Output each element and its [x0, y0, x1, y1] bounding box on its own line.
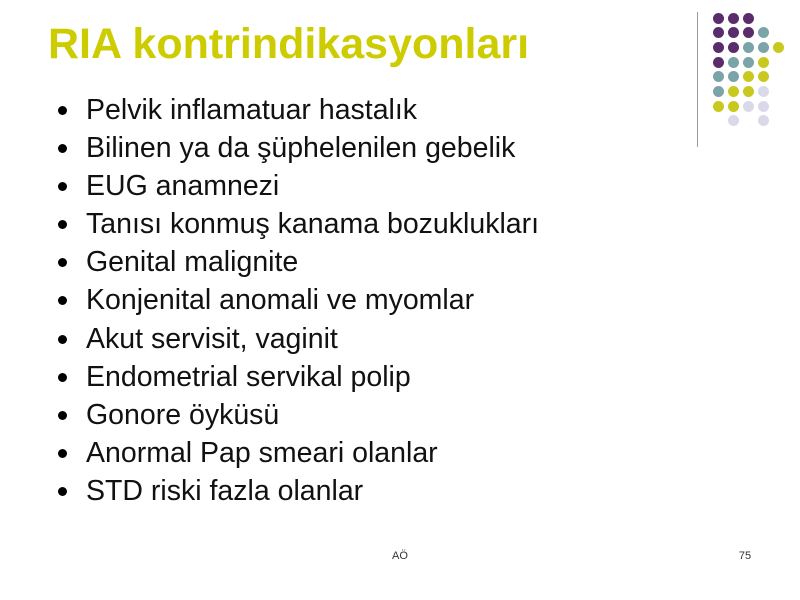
bullet-icon [58, 296, 67, 305]
bullet-text: Gonore öyküsü [86, 398, 280, 431]
bullet-text: Endometrial servikal polip [86, 360, 411, 393]
decor-dot-teal [728, 57, 739, 68]
footer-text: AÖ [392, 550, 408, 562]
decor-dot-purple [728, 27, 739, 38]
decor-dot-yellow [758, 57, 769, 68]
bullet-icon [58, 335, 67, 344]
decor-dot-yellow [773, 42, 784, 53]
decor-dot-teal [713, 86, 724, 97]
bullet-icon [58, 373, 67, 382]
decor-dot-yellow [728, 86, 739, 97]
bullet-text: Bilinen ya da şüphelenilen gebelik [86, 132, 516, 165]
bullet-icon [58, 144, 67, 153]
decor-dot-teal [758, 42, 769, 53]
bullet-text: Pelvik inflamatuar hastalık [86, 94, 418, 126]
bullet-icon [58, 258, 67, 267]
decor-dot-yellow [713, 101, 724, 112]
bullet-item [86, 91, 539, 129]
decor-dot-purple [728, 42, 739, 53]
bullet-item [86, 281, 539, 319]
decor-dot-lavender [743, 101, 754, 112]
decor-dot-purple [713, 27, 724, 38]
bullet-icon [58, 411, 67, 420]
decor-dot-purple [713, 57, 724, 68]
decor-dot-purple [743, 27, 754, 38]
bullet-text: Akut servisit, vaginit [86, 322, 338, 355]
decor-dot-lavender [758, 86, 769, 97]
decor-dot-teal [758, 27, 769, 38]
decor-dot-purple [728, 13, 739, 24]
bullet-item [86, 167, 539, 205]
decor-dot-teal [728, 71, 739, 82]
decorative-dot-grid [700, 0, 800, 140]
bullet-icon [58, 487, 67, 496]
bullet-text: Tanısı konmuş kanama bozuklukları [86, 208, 540, 241]
bullet-item [86, 243, 539, 281]
bullet-text: EUG anamnezi [86, 170, 280, 203]
decor-dot-yellow [743, 71, 754, 82]
bullet-text: STD riski fazla olanlar [86, 474, 364, 507]
bullet-text: Genital malignite [86, 246, 299, 279]
bullet-icon [58, 106, 67, 115]
bullet-icon [58, 449, 67, 458]
decor-dot-lavender [758, 101, 769, 112]
bullet-item [86, 205, 539, 243]
decor-dot-purple [713, 42, 724, 53]
decorative-vertical-divider [697, 12, 698, 147]
decor-dot-lavender [758, 115, 769, 126]
bullet-item [86, 396, 539, 434]
bullet-text: Konjenital anomali ve myomlar [86, 284, 475, 317]
bullet-list [86, 91, 539, 510]
decor-dot-teal [743, 42, 754, 53]
bullet-item [86, 472, 539, 510]
bullet-text: Anormal Pap smeari olanlar [86, 436, 438, 469]
decor-dot-yellow [758, 71, 769, 82]
decor-dot-purple [713, 13, 724, 24]
decor-dot-teal [743, 57, 754, 68]
bullet-item [86, 320, 539, 358]
decor-dot-teal [713, 71, 724, 82]
bullet-item [86, 434, 539, 472]
decor-dot-yellow [743, 86, 754, 97]
bullet-icon [58, 220, 67, 229]
decor-dot-lavender [728, 115, 739, 126]
slide-title: RIA kontrindikasyonları [48, 20, 530, 68]
bullet-item [86, 358, 539, 396]
decor-dot-purple [743, 13, 754, 24]
decor-dot-yellow [728, 101, 739, 112]
page-number: 75 [738, 550, 752, 562]
bullet-icon [58, 182, 67, 191]
bullet-item [86, 129, 539, 167]
